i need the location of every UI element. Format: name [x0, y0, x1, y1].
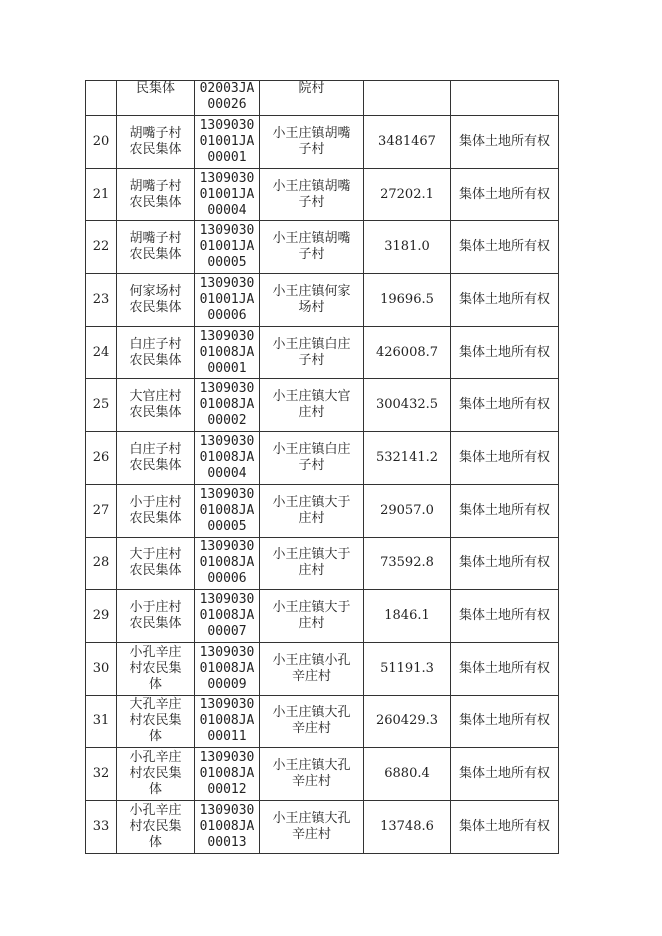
row-number-cell: 27 — [86, 484, 117, 537]
location-line: 小王庄镇何家 — [272, 283, 351, 299]
owner-line: 胡嘴子村 — [129, 125, 182, 141]
owner-line: 白庄子村 — [129, 336, 182, 352]
location-line: 院村 — [298, 81, 325, 96]
area-cell: 51191.3 — [364, 642, 451, 695]
row-number-cell: 26 — [86, 432, 117, 485]
table-row — [86, 326, 559, 379]
owner-line: 村农民集 — [129, 713, 182, 729]
location-line: 小王庄镇大于 — [272, 494, 351, 510]
parcel-code-line: 1309030 — [199, 486, 255, 502]
parcel-code-line: 00013 — [207, 834, 247, 850]
table-row — [86, 274, 559, 327]
parcel-code-line: 01008JA — [199, 502, 255, 518]
parcel-code-line: 02003JA — [199, 81, 255, 96]
location-cell — [260, 800, 364, 853]
owner-cell — [117, 695, 195, 748]
parcel-code-line: 01008JA — [199, 713, 255, 729]
location-cell — [260, 116, 364, 169]
location-line: 小王庄镇大于 — [272, 600, 351, 616]
parcel-code-line: 01001JA — [199, 239, 255, 255]
location-cell — [260, 379, 364, 432]
parcel-code-cell — [195, 116, 260, 169]
table-row — [86, 590, 559, 643]
owner-cell — [117, 81, 195, 116]
parcel-code-line: 01008JA — [199, 660, 255, 676]
location-line: 场村 — [298, 299, 325, 315]
parcel-code-line: 1309030 — [199, 170, 255, 186]
parcel-code-line: 1309030 — [199, 433, 255, 449]
location-line: 子村 — [298, 141, 325, 157]
owner-line: 村农民集 — [129, 660, 182, 676]
area-cell — [364, 81, 451, 116]
parcel-code-cell — [195, 81, 260, 116]
right-type-cell — [451, 81, 559, 116]
parcel-code-line: 00004 — [207, 465, 247, 481]
row-number-cell: 32 — [86, 748, 117, 801]
row-number-cell: 20 — [86, 116, 117, 169]
right-type-cell: 集体土地所有权 — [451, 748, 559, 801]
owner-line: 小孔辛庄 — [129, 750, 182, 766]
parcel-code-line: 1309030 — [199, 697, 255, 713]
parcel-code-cell — [195, 748, 260, 801]
area-cell: 426008.7 — [364, 326, 451, 379]
parcel-code-line: 00026 — [207, 97, 247, 112]
parcel-code-line: 1309030 — [199, 802, 255, 818]
parcel-code-cell — [195, 168, 260, 221]
area-cell: 260429.3 — [364, 695, 451, 748]
parcel-code-line: 00011 — [207, 729, 247, 745]
parcel-code-line: 1309030 — [199, 750, 255, 766]
right-type-cell: 集体土地所有权 — [451, 168, 559, 221]
location-line: 小王庄镇大孔 — [272, 758, 351, 774]
right-type-cell: 集体土地所有权 — [451, 590, 559, 643]
owner-cell — [117, 221, 195, 274]
parcel-code-line: 1309030 — [199, 117, 255, 133]
location-line: 庄村 — [298, 616, 325, 632]
location-line: 小王庄镇胡嘴 — [272, 125, 351, 141]
right-type-cell: 集体土地所有权 — [451, 432, 559, 485]
table-row — [86, 695, 559, 748]
location-line: 小王庄镇胡嘴 — [272, 231, 351, 247]
parcel-code-line: 01008JA — [199, 608, 255, 624]
right-type-cell: 集体土地所有权 — [451, 116, 559, 169]
owner-line: 农民集体 — [129, 563, 182, 579]
parcel-code-line: 00004 — [207, 202, 247, 218]
right-type-cell: 集体土地所有权 — [451, 484, 559, 537]
location-line: 小王庄镇白庄 — [272, 441, 351, 457]
location-cell — [260, 274, 364, 327]
owner-line: 农民集体 — [129, 510, 182, 526]
owner-line: 农民集体 — [129, 457, 182, 473]
owner-line: 农民集体 — [129, 352, 182, 368]
right-type-cell: 集体土地所有权 — [451, 642, 559, 695]
table-row — [86, 642, 559, 695]
owner-cell — [117, 642, 195, 695]
owner-cell — [117, 116, 195, 169]
parcel-code-line: 1309030 — [199, 539, 255, 555]
location-line: 子村 — [298, 457, 325, 473]
parcel-code-cell — [195, 221, 260, 274]
owner-line: 村农民集 — [129, 766, 182, 782]
owner-line: 大孔辛庄 — [129, 697, 182, 713]
location-line: 辛庄村 — [291, 668, 331, 684]
location-line: 小王庄镇大官 — [272, 389, 351, 405]
parcel-code-line: 1309030 — [199, 644, 255, 660]
parcel-code-cell — [195, 326, 260, 379]
row-number-cell: 24 — [86, 326, 117, 379]
row-number-cell: 22 — [86, 221, 117, 274]
owner-line: 小孔辛庄 — [129, 802, 182, 818]
owner-cell — [117, 379, 195, 432]
table-row — [86, 800, 559, 853]
owner-cell — [117, 537, 195, 590]
parcel-code-line: 01008JA — [199, 818, 255, 834]
owner-line: 小于庄村 — [129, 600, 182, 616]
location-line: 庄村 — [298, 405, 325, 421]
right-type-cell: 集体土地所有权 — [451, 695, 559, 748]
table-row — [86, 484, 559, 537]
area-cell: 300432.5 — [364, 379, 451, 432]
owner-cell — [117, 432, 195, 485]
table-row — [86, 116, 559, 169]
row-number-cell — [86, 81, 117, 116]
land-rights-table — [85, 80, 559, 854]
parcel-code-line: 00006 — [207, 307, 247, 323]
owner-line: 农民集体 — [129, 194, 182, 210]
location-line: 小王庄镇大孔 — [272, 705, 351, 721]
right-type-cell: 集体土地所有权 — [451, 274, 559, 327]
location-line: 小王庄镇小孔 — [272, 652, 351, 668]
table-row — [86, 81, 559, 116]
location-line: 小王庄镇胡嘴 — [272, 178, 351, 194]
parcel-code-cell — [195, 484, 260, 537]
owner-line: 农民集体 — [129, 141, 182, 157]
owner-line: 体 — [148, 782, 162, 798]
owner-line: 白庄子村 — [129, 441, 182, 457]
owner-line: 农民集体 — [129, 299, 182, 315]
location-line: 子村 — [298, 194, 325, 210]
row-number-cell: 25 — [86, 379, 117, 432]
owner-line: 体 — [148, 729, 162, 745]
location-cell — [260, 168, 364, 221]
area-cell: 27202.1 — [364, 168, 451, 221]
parcel-code-line: 01001JA — [199, 291, 255, 307]
owner-line: 农民集体 — [129, 247, 182, 263]
owner-cell — [117, 748, 195, 801]
owner-line: 体 — [148, 834, 162, 850]
parcel-code-line: 01001JA — [199, 133, 255, 149]
parcel-code-cell — [195, 695, 260, 748]
parcel-code-line: 00007 — [207, 624, 247, 640]
location-line: 辛庄村 — [291, 826, 331, 842]
parcel-code-line: 01008JA — [199, 397, 255, 413]
parcel-code-line: 01008JA — [199, 449, 255, 465]
owner-cell — [117, 274, 195, 327]
parcel-code-line: 01008JA — [199, 766, 255, 782]
table-row — [86, 168, 559, 221]
row-number-cell: 28 — [86, 537, 117, 590]
parcel-code-line: 01008JA — [199, 344, 255, 360]
row-number-cell: 29 — [86, 590, 117, 643]
owner-cell — [117, 590, 195, 643]
row-number-cell: 30 — [86, 642, 117, 695]
location-line: 庄村 — [298, 563, 325, 579]
owner-line: 小孔辛庄 — [129, 644, 182, 660]
location-cell — [260, 221, 364, 274]
owner-line: 村农民集 — [129, 818, 182, 834]
location-cell — [260, 748, 364, 801]
owner-line: 何家场村 — [129, 283, 182, 299]
table-row — [86, 537, 559, 590]
location-line: 子村 — [298, 352, 325, 368]
parcel-code-cell — [195, 274, 260, 327]
location-line: 小王庄镇白庄 — [272, 336, 351, 352]
parcel-code-line: 1309030 — [199, 381, 255, 397]
parcel-code-line: 00002 — [207, 413, 247, 429]
location-line: 辛庄村 — [291, 774, 331, 790]
area-cell: 1846.1 — [364, 590, 451, 643]
location-cell — [260, 326, 364, 379]
parcel-code-cell — [195, 537, 260, 590]
owner-cell — [117, 326, 195, 379]
owner-cell — [117, 484, 195, 537]
right-type-cell: 集体土地所有权 — [451, 537, 559, 590]
area-cell: 19696.5 — [364, 274, 451, 327]
row-number-cell: 23 — [86, 274, 117, 327]
parcel-code-cell — [195, 379, 260, 432]
area-cell: 3481467 — [364, 116, 451, 169]
location-cell — [260, 484, 364, 537]
owner-line: 胡嘴子村 — [129, 178, 182, 194]
location-cell — [260, 695, 364, 748]
owner-line: 大于庄村 — [129, 547, 182, 563]
parcel-code-cell — [195, 800, 260, 853]
table-row — [86, 748, 559, 801]
owner-cell — [117, 168, 195, 221]
location-cell — [260, 81, 364, 116]
location-line: 辛庄村 — [291, 721, 331, 737]
parcel-code-line: 00006 — [207, 571, 247, 587]
parcel-code-line: 1309030 — [199, 592, 255, 608]
parcel-code-line: 00009 — [207, 676, 247, 692]
table-row — [86, 379, 559, 432]
area-cell: 73592.8 — [364, 537, 451, 590]
location-cell — [260, 432, 364, 485]
row-number-cell: 31 — [86, 695, 117, 748]
location-line: 小王庄镇大于 — [272, 547, 351, 563]
area-cell: 3181.0 — [364, 221, 451, 274]
right-type-cell: 集体土地所有权 — [451, 379, 559, 432]
location-cell — [260, 642, 364, 695]
row-number-cell: 33 — [86, 800, 117, 853]
parcel-code-cell — [195, 590, 260, 643]
location-line: 庄村 — [298, 510, 325, 526]
area-cell: 6880.4 — [364, 748, 451, 801]
parcel-code-cell — [195, 642, 260, 695]
location-line: 小王庄镇大孔 — [272, 810, 351, 826]
owner-line: 民集体 — [135, 81, 175, 96]
owner-line: 农民集体 — [129, 616, 182, 632]
area-cell: 13748.6 — [364, 800, 451, 853]
parcel-code-line: 1309030 — [199, 275, 255, 291]
location-cell — [260, 537, 364, 590]
owner-line: 小于庄村 — [129, 494, 182, 510]
table-row — [86, 221, 559, 274]
parcel-code-cell — [195, 432, 260, 485]
parcel-code-line: 01001JA — [199, 186, 255, 202]
parcel-code-line: 00001 — [207, 149, 247, 165]
parcel-code-line: 00012 — [207, 782, 247, 798]
owner-line: 大官庄村 — [129, 389, 182, 405]
parcel-code-line: 00001 — [207, 360, 247, 376]
right-type-cell: 集体土地所有权 — [451, 800, 559, 853]
owner-line: 胡嘴子村 — [129, 231, 182, 247]
parcel-code-line: 1309030 — [199, 223, 255, 239]
location-line: 子村 — [298, 247, 325, 263]
right-type-cell: 集体土地所有权 — [451, 326, 559, 379]
location-cell — [260, 590, 364, 643]
owner-line: 体 — [148, 676, 162, 692]
table-row — [86, 432, 559, 485]
parcel-code-line: 1309030 — [199, 328, 255, 344]
parcel-code-line: 00005 — [207, 518, 247, 534]
owner-line: 农民集体 — [129, 405, 182, 421]
owner-cell — [117, 800, 195, 853]
row-number-cell: 21 — [86, 168, 117, 221]
area-cell: 532141.2 — [364, 432, 451, 485]
table-body — [86, 81, 559, 854]
area-cell: 29057.0 — [364, 484, 451, 537]
right-type-cell: 集体土地所有权 — [451, 221, 559, 274]
parcel-code-line: 00005 — [207, 255, 247, 271]
parcel-code-line: 01008JA — [199, 555, 255, 571]
